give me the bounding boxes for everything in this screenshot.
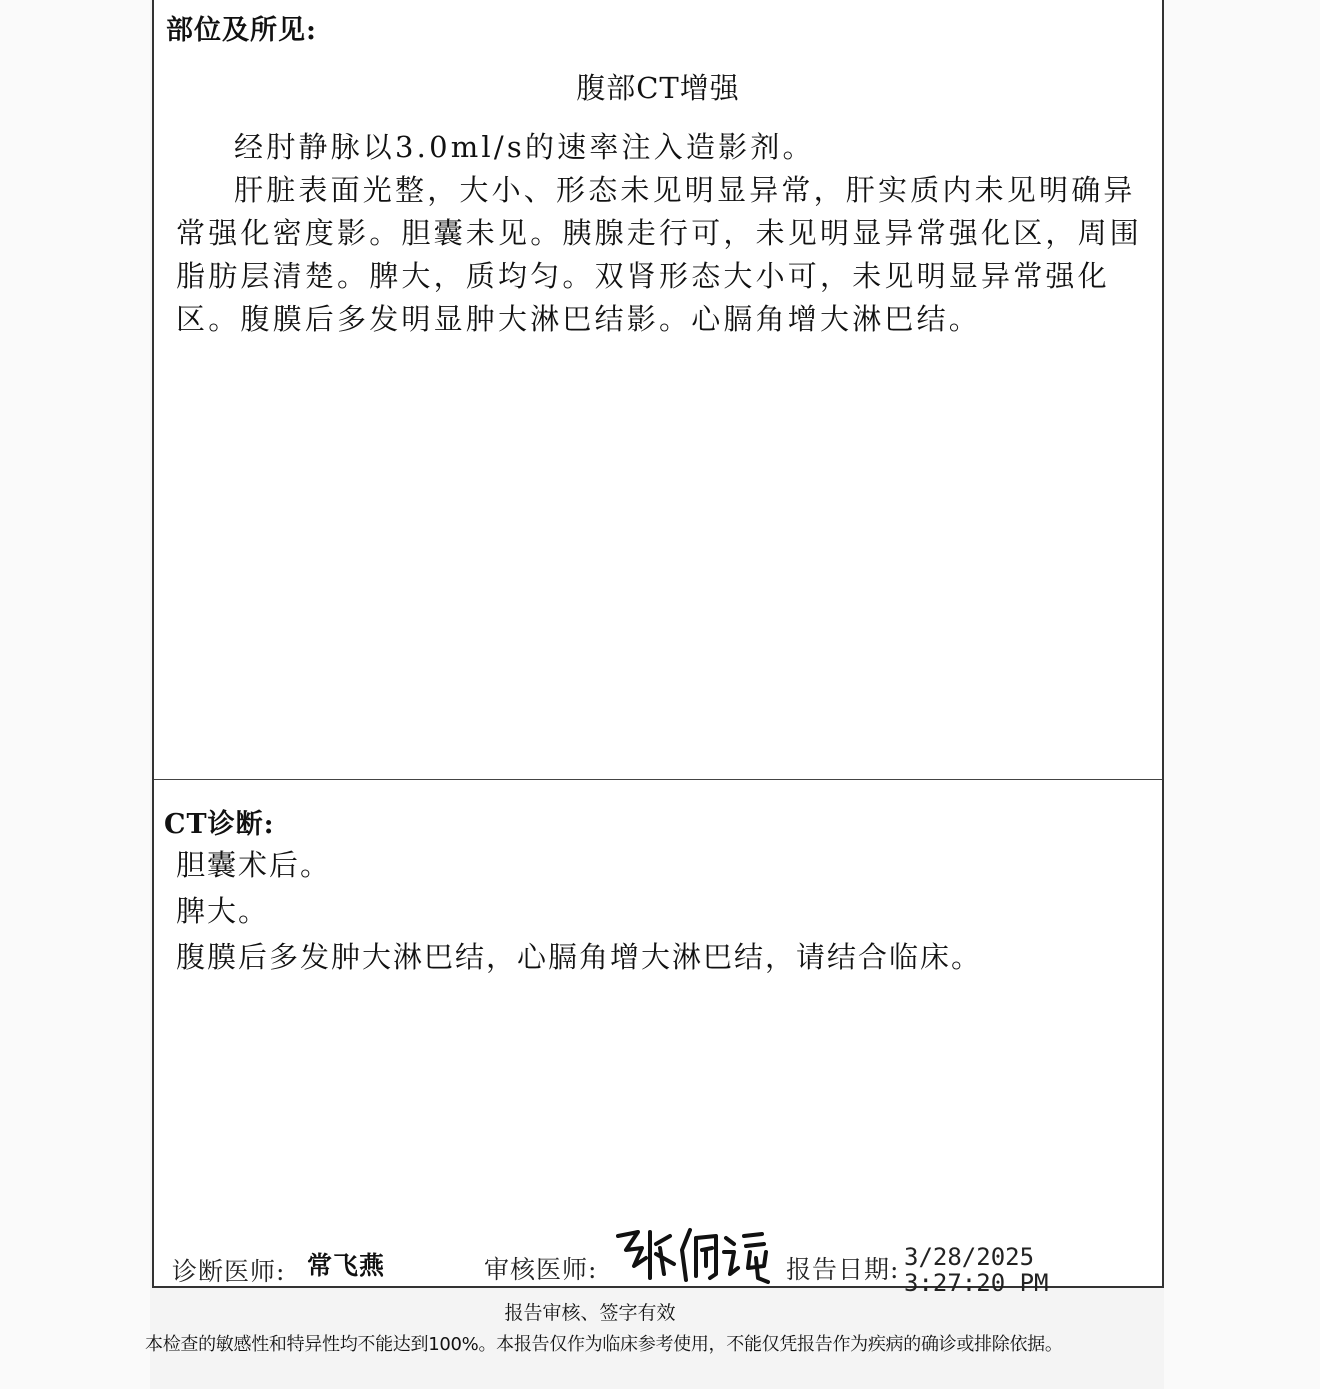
section-divider bbox=[154, 779, 1162, 780]
findings-paragraph-organs: 肝脏表面光整，大小、形态未见明显异常，肝实质内未见明确异常强化密度影。胆囊未见。胰腺走行可，未见明显异常强化区，周围脂肪层清楚。脾大，质均匀。双肾形态大小可，未见明显异常强化区。腹膜后多发明显肿大淋巴结影。心膈角增大淋巴结。 bbox=[176, 173, 1143, 336]
diagnosis-line: 腹膜后多发肿大淋巴结，心膈角增大淋巴结，请结合临床。 bbox=[176, 940, 983, 974]
diagnosis-line: 胆囊术后。 bbox=[176, 848, 332, 882]
findings-section-label: 部位及所见: bbox=[166, 15, 317, 46]
diagnosing-doctor-name: 常飞燕 bbox=[307, 1251, 386, 1280]
report-frame bbox=[152, 0, 1164, 1297]
reviewing-doctor-label: 审核医师: bbox=[484, 1255, 598, 1284]
report-date-label: 报告日期: bbox=[786, 1255, 900, 1284]
diagnosing-doctor-label: 诊断医师: bbox=[172, 1257, 286, 1286]
diagnosis-line: 脾大。 bbox=[176, 894, 270, 928]
findings-text bbox=[176, 126, 1144, 341]
diagnosis-section-label: CT诊断: bbox=[164, 809, 275, 840]
reviewer-signature bbox=[612, 1218, 782, 1288]
page-margin-right bbox=[1164, 0, 1320, 1389]
diagnosis-text bbox=[176, 842, 1144, 980]
validity-notice: 报告审核、签字有效 bbox=[504, 1302, 676, 1324]
report-date-value: 3/28/2025 3:27:20 PM bbox=[904, 1243, 1049, 1297]
findings-paragraph-contrast: 经肘静脉以3.0ml/s的速率注入造影剂。 bbox=[234, 130, 815, 164]
page-margin-left bbox=[0, 0, 150, 1389]
exam-title: 腹部CT增强 bbox=[576, 71, 740, 105]
disclaimer-notice: 本检查的敏感性和特异性均不能达到100%。本报告仅作为临床参考使用，不能仅凭报告作为疾病的确诊或排除依据。 bbox=[145, 1334, 1063, 1355]
